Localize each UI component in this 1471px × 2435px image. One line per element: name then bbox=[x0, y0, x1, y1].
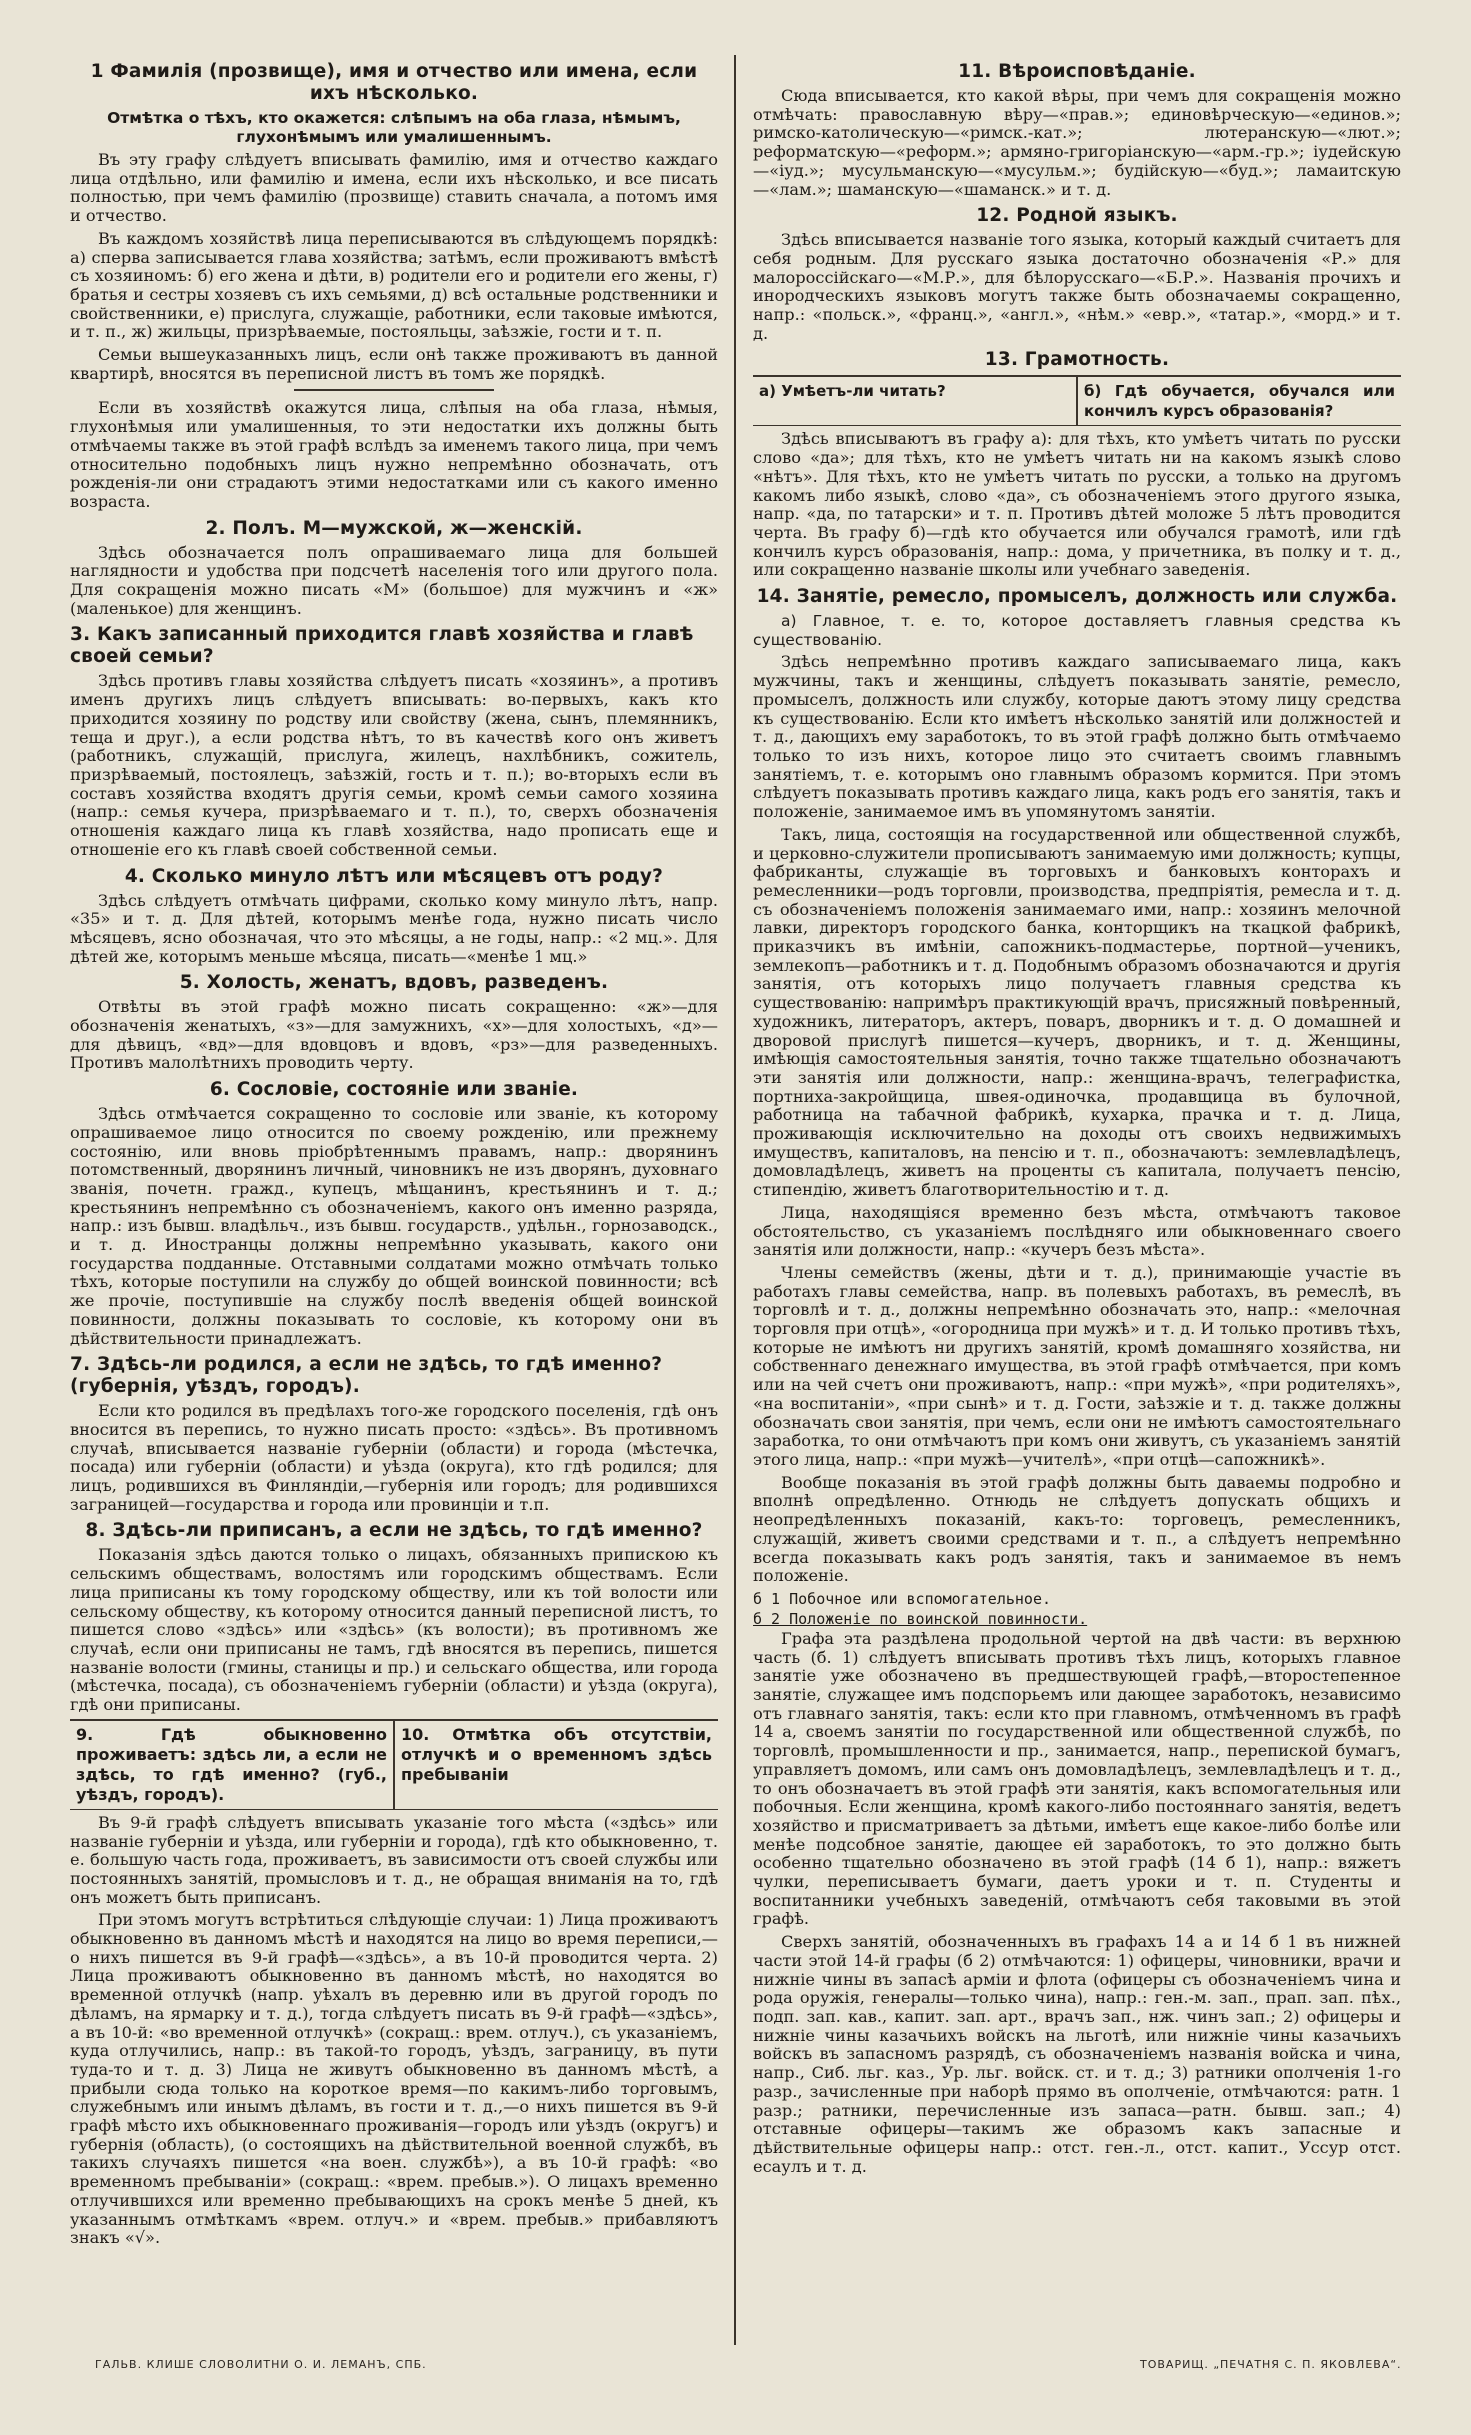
left-column bbox=[70, 55, 718, 2355]
section-1-title: 1 Фамилія (прозвище), имя и отчество или имена, если ихъ нѣсколько. bbox=[90, 61, 698, 104]
section-14-paragraph: Сверхъ занятій, обозначенныхъ въ графахъ 14 а и 14 б 1 въ нижней части этой 14-й графы (б 2) отмѣчаются: 1) офицеры, чиновники, врачи и нижніе чины въ запасѣ арміи и флота (офицеры съ обозначеніемъ чина и рода оружія, генералы—только чина), напр.: ген.-м. зап., прап. зап. пѣх., подп. зап. кав., капит. зап. арт., врачъ зап., нж. чинъ зап.; 2) офицеры и нижніе чины казачьихъ войскъ на льготѣ, или нижніе чины казачьихъ войскъ въ запасномъ разрядѣ, съ обозначеніемъ названія войска и чина, напр., Сиб. льг. каз., Ур. льг. войск. ст. и т. д.; 3) ратники ополченія 1-го разр., зачисленные при наборѣ прямо въ ополченіе, отмѣчаются: ратн. 1 разр.; ратники, перечисленные изъ запаса—ратн. бывш. зап.; 4) отставные офицеры—такимъ же образомъ какъ запасные и дѣйствительные офицеры напр.: отст. ген.-л., отст. капит., Уссур отст. есаулъ и т. д. bbox=[753, 1932, 1401, 2176]
section-9-title: 9. Гдѣ обыкновенно проживаетъ: здѣсь ли, а если не здѣсь, то гдѣ именно? (губ., уѣздъ, городъ). bbox=[70, 1721, 395, 1809]
right-column bbox=[753, 55, 1401, 2355]
section-5-paragraph: Отвѣты въ этой графѣ можно писать сокращенно: «ж»—для обозначенія женатыхъ, «з»—для замужнихъ, «х»—для холостыхъ, «д»—для дѣвицъ, «вд»—для вдовцовъ и вдовъ, «рз»—для разведенныхъ. Противъ малолѣтнихъ проводить черту. bbox=[70, 997, 718, 1073]
section-3-paragraph: Здѣсь противъ главы хозяйства слѣдуетъ писать «хозяинъ», а противъ именъ другихъ лицъ слѣдуетъ вписывать: во-первыхъ, какъ кто приходится хозяину по родству или свойству (жена, сынъ, племянникъ, теща и друг.), а если родства нѣтъ, то въ качествѣ кого онъ живетъ (работникъ, служащій, прислуга, жилецъ, нахлѣбникъ, сожитель, призрѣваемый, постоялецъ, заѣзжій, гость и т. п.); во-вторыхъ если въ составъ хозяйства входятъ другія семьи, кромѣ семьи самого хозяина (напр.: семья кучера, призрѣваемаго и т. п.), то, сверхъ обозначенія отношенія каждаго лица къ главѣ хозяйства, надо прописать еще и отношеніе его къ главѣ своей собственной семьи. bbox=[70, 671, 718, 859]
section-7-title: 7. Здѣсь-ли родился, а если не здѣсь, то гдѣ именно? (губернія, уѣздъ, городъ). bbox=[70, 1354, 663, 1398]
section-1-paragraph: Въ эту графу слѣдуетъ вписывать фамилію, имя и отчество каждаго лица отдѣльно, или фамилію и имена, если ихъ нѣсколько, и все писать полностью, при чемъ фамилію (прозвище) ставить сначала, а потомъ имя и отчество. bbox=[70, 150, 718, 226]
section-4-title: 4. Сколько минуло лѣтъ или мѣсяцевъ отъ роду? bbox=[124, 865, 664, 887]
section-6-paragraph: Здѣсь отмѣчается сокращенно то сословіе или званіе, къ которому опрашиваемое лицо относится по своему рожденію, или прежнему состоянію, или вновь пріобрѣтеннымъ правамъ, напр.: дворянинъ потомственный, дворянинъ личный, чиновникъ не изъ дворянъ, духовнаго званія, почетн. гражд., купецъ, мѣщанинъ, крестьянинъ и т. д.; крестьянинъ непремѣнно съ обозначеніемъ, какого онъ именно разряда, напр.: изъ бывш. владѣльч., изъ бывш. государств., удѣльн., горнозаводск., и т. д. Иностранцы должны непремѣнно указывать, какого они государства подданные. Отставными солдатами можно отмѣчать только тѣхъ, которые поступили на службу до общей воинской повинности; всѣ же прочіе, поступившіе на службу послѣ введенія общей воинской повинности, должны показывать то сословіе, къ которому они въ дѣйствительности принадлежатъ. bbox=[70, 1104, 718, 1348]
section-9-paragraph: Въ 9-й графѣ слѣдуетъ вписывать указаніе того мѣста («здѣсь» или названіе губерніи и уѣзда, или губерніи и города), гдѣ кто обыкновенно, т. е. большую часть года, проживаетъ, въ зависимости отъ своей службы или постоянныхъ занятій, промысловъ и т. д., не обращая вниманія на то, гдѣ онъ можетъ быть приписанъ. bbox=[70, 1812, 718, 1907]
section-8-paragraph: Показанія здѣсь даются только о лицахъ, обязанныхъ припискою къ сельскимъ обществамъ, волостямъ или городскимъ обществамъ. Если лица приписаны къ тому городскому обществу, или къ той волости или сельскому обществу, къ которому относится данный переписной листъ, то пишется слово «здѣсь» или «здѣсь» (къ волости); въ противномъ же случаѣ, если они приписаны не тамъ, гдѣ вносятся въ перепись, пишется названіе волости (гмины, станицы и пр.) и сельскаго общества, или города (мѣстечка, посада), съ обозначеніемъ губерніи (области) и уѣзда (округа), гдѣ они приписаны. bbox=[70, 1545, 718, 1715]
section-11-title: 11. Вѣроисповѣданіе. bbox=[958, 61, 1196, 82]
divider-rule bbox=[294, 389, 494, 391]
section-1-paragraph: Если въ хозяйствѣ окажутся лица, слѣпыя на оба глаза, нѣмыя, глухонѣмыя или умалишенныя, то эти недостатки ихъ должны быть отмѣчаемы также въ этой графѣ вслѣдъ за именемъ такого лица, при чемъ относительно подобныхъ лицъ нужно непремѣнно обозначать, отъ рожденія-ли они страдаютъ этими недостатками или съ какого именно возраста. bbox=[70, 398, 718, 511]
section-14b1-subtitle: б 1 Побочное или вспомогательное. bbox=[753, 1589, 1052, 1608]
section-14-paragraph: Лица, находящіяся временно безъ мѣста, отмѣчаютъ таковое обстоятельство, съ указаніемъ послѣдняго или обыкновеннаго своего занятія или должности, напр.: «кучеръ безъ мѣста». bbox=[753, 1202, 1401, 1260]
section-2-title: 2. Полъ. М—мужской, ж—женскій. bbox=[205, 517, 583, 539]
section-14-title: 14. Занятіе, ремесло, промыселъ, должность или служба. bbox=[756, 586, 1398, 608]
printer-credit-left: ГАЛЬВ. КЛИШЕ СЛОВОЛИТНИ О. И. ЛЕМАНЪ, СПБ. bbox=[95, 2358, 427, 2371]
section-12-paragraph: Здѣсь вписывается названіе того языка, который каждый считаетъ для себя родным. Для русскаго языка достаточно обозначенія «Р.» для малороссійскаго—«М.Р.», для бѣлорусскаго—«Б.Р.». Названія прочихъ и инородческихъ языковъ могутъ также быть обозначаемы сокращенно, напр.: «польск.», «франц.», «англ.», «нѣм.» «евр.», «татар.», «морд.» и т. д. bbox=[753, 230, 1401, 343]
section-1-paragraph: Семьи вышеуказанныхъ лицъ, если онѣ также проживаютъ въ данной квартирѣ, вносятся въ переписной листъ въ томъ же порядкѣ. bbox=[70, 345, 718, 383]
section-13-paragraph: Здѣсь вписываютъ въ графу а): для тѣхъ, кто умѣетъ читать по русски слово «да»; для тѣхъ, кто не умѣетъ читать ни на какомъ языкѣ слово «нѣтъ». Для тѣхъ, кто не умѣетъ читать по русски, а только на другомъ какомъ либо языкѣ, слово «да», съ обозначеніемъ этого другого языка, напр. «да, по татарски» и т. п. Противъ дѣтей моложе 5 лѣтъ проводится черта. Въ графу б)—гдѣ кто обучается или обучался грамотѣ, или гдѣ кончилъ курсъ образованія, напр.: дома, у причетника, въ полку и т. д., или сокращенно названіе школы или учебнаго заведенія. bbox=[753, 429, 1401, 580]
section-14b2-subtitle: б 2 Положеніе по воинской повинности. bbox=[753, 1609, 1088, 1628]
printer-credit-right: ТОВАРИЩ. „ПЕЧАТНЯ С. П. ЯКОВЛЕВА“. bbox=[1140, 2358, 1402, 2371]
section-13a-label: а) Умѣетъ-ли читать? bbox=[753, 377, 1078, 425]
section-9-paragraph: При этомъ могутъ встрѣтиться слѣдующіе случаи: 1) Лица проживаютъ обыкновенно въ данномъ мѣстѣ и находятся на лицо во время переписи,—о нихъ пишется въ 9-й графѣ—«здѣсь», а въ 10-й проводится черта. 2) Лица проживаютъ обыкновенно въ данномъ мѣстѣ, но находятся во временной отлучкѣ (напр. уѣхалъ въ деревню или въ другой городъ по дѣламъ, на ярмарку и т. д.), тогда слѣдуетъ писать въ 9-й графѣ—«здѣсь», а въ 10-й: «во временной отлучкѣ» (сокращ.: врем. отлуч.), съ указаніемъ, куда отлучились, напр.: въ такой-то городъ, уѣздъ, заграницу, въ пути туда-то и т. д. 3) Лица не живутъ обыкновенно въ данномъ мѣстѣ, а прибыли сюда только на короткое время—по какимъ-либо торговымъ, служебнымъ или инымъ дѣламъ, въ гости и т. д.,—о нихъ пишется въ 9-й графѣ мѣсто ихъ обыкновеннаго проживанія—городъ или уѣздъ (округъ) и губернія (область), (о состоящихъ на дѣйствительной военной службѣ, въ такихъ случаяхъ пишется «на воен. службѣ»), а въ 10-й графѣ: «во временномъ пребываніи» (сокращ.: «врем. пребыв.»). О лицахъ временно отлучившихся или временно пребывающихъ на срокъ менѣе 5 дней, къ указаннымъ отмѣткамъ «врем. отлуч.» и «врем. пребыв.» прибавляютъ знакъ «√». bbox=[70, 1910, 718, 2248]
column-divider bbox=[734, 55, 736, 2345]
section-14-paragraph: Члены семействъ (жены, дѣти и т. д.), принимающіе участіе въ работахъ главы семейства, напр. въ полевыхъ работахъ, въ ремеслѣ, въ торговлѣ и т. д., должны непремѣнно обозначать это, напр.: «мелочная торговля при отцѣ», «огородница при мужѣ» и т. д. И только противъ тѣхъ, которые не имѣютъ ни другихъ занятій, кромѣ домашняго хозяйства, ни собственнаго денежнаго имущества, въ этой графѣ отмѣчается, при комъ или на чей счетъ они проживаютъ, напр.: «при мужѣ», «при родителяхъ», «на воспитаніи», «при сынѣ» и т. д. Гости, заѣзжіе и т. д. также должны обозначать свои занятія, при чемъ, если они не имѣютъ самостоятельнаго заработка, то они отмѣчаютъ при комъ они живутъ, съ указаніемъ занятій этого лица, напр.: «при мужѣ—учителѣ», «при отцѣ—сапожникѣ». bbox=[753, 1262, 1401, 1469]
section-8-title: 8. Здѣсь-ли приписанъ, а если не здѣсь, то гдѣ именно? bbox=[85, 1520, 703, 1542]
section-14-paragraph: Графа эта раздѣлена продольной чертой на двѣ части: въ верхнюю часть (б. 1) слѣдуетъ вписывать противъ тѣхъ лицъ, которыхъ главное занятіе уже обозначено въ предшествующей графѣ,—второстепенное занятіе, служащее имъ подспорьемъ или дающее заработокъ, независимо отъ главнаго занятія, такъ: если кто при главномъ, отмѣченномъ въ графѣ 14 а, своемъ занятіи по государственной или общественной службѣ, по торговлѣ, промышленности и пр., занимается, напр., перепиской бумагъ, управляетъ домомъ, или самъ онъ домовладѣлецъ, землевладѣлецъ и т. д., то онъ обозначаетъ въ этой графѣ эти занятія, какъ вспомогательныя или побочныя. Если женщина, кромѣ какого-либо постояннаго занятія, ведетъ хозяйство и присматриваетъ за дѣтьми, имѣетъ еще какое-либо болѣе или менѣе подсобное занятіе, дающее ей заработокъ, то это должно быть особенно тщательно обозначено въ этой графѣ (14 б 1), напр.: вяжетъ чулки, переписываетъ бумаги, даетъ уроки и т. п. Студенты и воспитанники учебныхъ заведеній, отмѣчаютъ себя таковыми въ этой графѣ. bbox=[753, 1628, 1401, 1929]
section-14-paragraph: Такъ, лица, состоящія на государственной или общественной службѣ, и церковно-служители прописываютъ занимаемую ими должность; купцы, фабриканты, служащіе въ торговыхъ и банковыхъ конторахъ и ремесленники—родъ торговли, производства, предпріятія, ремесла и т. д. съ обозначеніемъ положенія занимаемаго ими, напр.: хозяинъ мелочной лавки, директоръ городского банка, конторщикъ на ткацкой фабрикѣ, приказчикъ въ имѣніи, сапожникъ-подмастерье, портной—ученикъ, землекопъ—работникъ и т. д. Подобнымъ образомъ обозначаются и другія занятія, отъ которыхъ лицо получаетъ главныя средства къ существованію: напримѣръ практикующій врачъ, присяжный повѣренный, художникъ, литераторъ, актеръ, поваръ, дворникъ и т. д. О домашней и дворовой прислугѣ пишется—кучеръ, дворникъ, и т. д. Женщины, имѣющія самостоятельныя занятія, точно также тщательно обозначаютъ эти занятія или должности, напр.: женщина-врачъ, телеграфистка, портниха-закройщица, швея-одиночка, продавщица въ булочной, работница на табачной фабрикѣ, кухарка, прачка и т. д. Лица, проживающія исключительно на доходы отъ своихъ недвижимыхъ имуществъ, капиталовъ, на пенсію и т. п., обозначаютъ: землевладѣлецъ, домовладѣлецъ, живетъ на проценты съ капитала, получаетъ пенсію, стипендію, живетъ благотворительностію и т. д. bbox=[753, 824, 1401, 1200]
section-1-paragraph: Въ каждомъ хозяйствѣ лица переписываются въ слѣдующемъ порядкѣ: а) сперва записывается глава хозяйства; затѣмъ, если проживаютъ вмѣстѣ съ хозяиномъ: б) его жена и дѣти, в) родители его и родители его жены, г) братья и сестры хозяевъ съ ихъ семьями, д) всѣ остальные родственники и свойственники, е) прислуга, служащіе, работники, если таковые имѣются, и т. п., ж) жильцы, призрѣваемые, постояльцы, заѣзжіе, гости и т. п. bbox=[70, 228, 718, 342]
section-11-paragraph: Сюда вписывается, кто какой вѣры, при чемъ для сокращенія можно отмѣчать: православную вѣру—«прав.»; единовѣрческую—«единов.»; римско-католическую—«римск.-кат.»; лютеранскую—«лют.»; реформатскую—«реформ.»; армяно-григоріанскую—«арм.-гр.»; іудейскую—«іуд.»; мусульманскую—«мусульм.»; будійскую—«буд.»; ламаитскую—«лам.»; шаманскую—«шаманск.» и т. д. bbox=[753, 86, 1401, 199]
section-6-title: 6. Сословіе, состояніе или званіе. bbox=[209, 1079, 579, 1101]
section-13-title: 13. Грамотность. bbox=[984, 349, 1170, 371]
section-7-paragraph: Если кто родился въ предѣлахъ того-же городского поселенія, гдѣ онъ вносится въ перепись, то нужно писать просто: «здѣсь». Въ противномъ случаѣ, вписывается названіе губерніи (области) и города (мѣстечка, посада) или губерніи (области) и уѣзда (округа), кто гдѣ родился; для лицъ, родившихся въ Финляндіи,—губернія или городъ; для родившихся заграницей—государства и города или провинціи и т.п. bbox=[70, 1401, 718, 1514]
section-13-subheader bbox=[753, 375, 1401, 426]
section-14-paragraph: Вообще показанія въ этой графѣ должны быть даваемы подробно и вполнѣ опредѣленно. Отнюдь не слѣдуетъ допускать общихъ и неопредѣленныхъ показаній, какъ-то: торговецъ, ремесленникъ, служащій, живетъ своими средствами и т. п., а слѣдуетъ непремѣнно всегда показывать какъ родъ занятія, такъ и занимаемое въ немъ положеніе. bbox=[753, 1472, 1401, 1586]
section-13b-label: б) Гдѣ обучается, обучался или кончилъ курсъ образованія? bbox=[1084, 382, 1395, 421]
section-2-paragraph: Здѣсь обозначается полъ опрашиваемаго лица для большей наглядности и удобства при подсчетѣ населенія того или другого пола. Для сокращенія можно писать «М» (большое) для мужчинъ и «ж» (маленькое) для женщинъ. bbox=[70, 542, 718, 618]
section-10-title: 10. Отмѣтка объ отсутствіи, отлучкѣ и о временномъ здѣсь пребываніи bbox=[401, 1724, 712, 1784]
section-5-title: 5. Холость, женатъ, вдовъ, разведенъ. bbox=[179, 972, 609, 994]
section-14-paragraph: Здѣсь непремѣнно противъ каждаго записываемаго лица, какъ мужчины, такъ и женщины, слѣдуетъ показывать занятіе, ремесло, промыселъ, должность или службу, которые даютъ этому лицу средства къ существованію. Если кто имѣетъ нѣсколько занятій или должностей и т. д., дающихъ ему заработокъ, то въ этой графѣ должно быть отмѣчаемо только то изъ нихъ, которое лицо это считаетъ своимъ главнымъ занятіемъ, т. е. которымъ оно главнымъ образомъ кормится. При этомъ слѣдуетъ показывать противъ каждаго лица, какъ родъ его занятія, такъ и положеніе, занимаемое имъ въ упомянутомъ занятіи. bbox=[753, 652, 1401, 822]
section-1-subtitle: Отмѣтка о тѣхъ, кто окажется: слѣпымъ на оба глаза, нѣмымъ, глухонѣмымъ или умалишеннымъ. bbox=[107, 109, 681, 146]
sections-9-10-header bbox=[70, 1719, 718, 1810]
section-4-paragraph: Здѣсь слѣдуетъ отмѣчать цифрами, сколько кому минуло лѣтъ, напр. «35» и т. д. Для дѣтей, которымъ менѣе года, нужно писать число мѣсяцевъ, ясно обозначая, что это мѣсяцы, а не годы, напр.: «2 мц.». Для дѣтей же, которымъ меньше мѣсяца, писать—«менѣе 1 мц.» bbox=[70, 890, 718, 966]
census-instructions-page bbox=[70, 55, 1401, 2385]
section-12-title: 12. Родной языкъ. bbox=[976, 205, 1178, 227]
section-3-title: 3. Какъ записанный приходится главѣ хозяйства и главѣ своей семьи? bbox=[70, 624, 694, 668]
section-14a-subtitle: а) Главное, т. е. то, которое доставляетъ главныя средства къ существованію. bbox=[753, 612, 1401, 649]
